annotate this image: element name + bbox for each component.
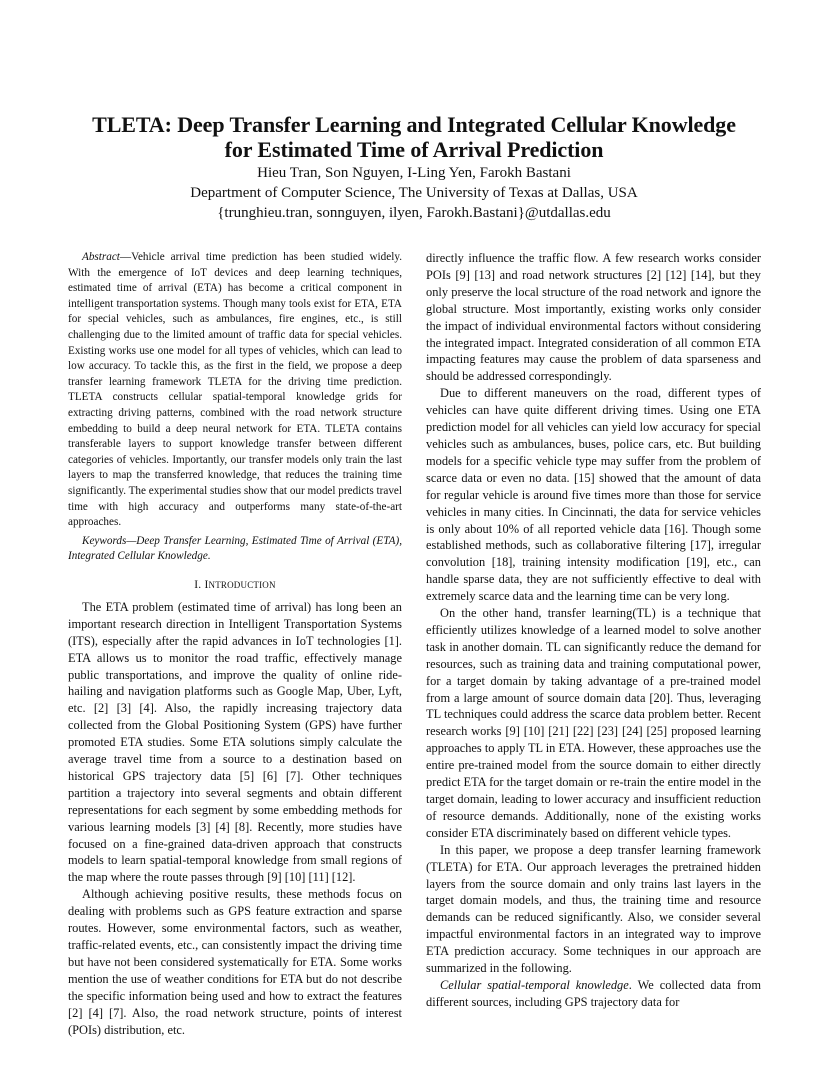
right-column	[426, 250, 761, 1011]
paragraph: Although achieving positive results, these methods focus on dealing with problems such as GPS feature extraction and sparse routes. However, some environmental factors, such as weather, traffic-related events, etc., can consistently impact the driving time but have not been considered systematically for ETA. Some works mention the use of weather conditions for ETA but do not describe the specific information being used and how to extract the features [2] [4] [7]. Also, the road network structure, points of interest (POIs) distribution, etc.	[68, 887, 402, 1037]
section-number: I.	[194, 578, 202, 591]
title-line-1: TLETA: Deep Transfer Learning and Integrated Cellular Knowledge	[92, 112, 736, 137]
abstract	[68, 250, 402, 531]
author-block	[0, 163, 828, 223]
paragraph: On the other hand, transfer learning(TL) is a technique that efficiently utilizes knowledge of a learned model to solve another task in another domain. TL can significantly reduce the demand for resources, such as training data and training computational power, for a target domain by taking advantage of a pre-trained model from a large amount of source domain data [20]. Thus, leveraging TL techniques could address the scarce data problem better. Recent research works [9] [10] [21] [22] [23] [24] [25] proposed learning approaches to apply TL in ETA. However, these approaches use the entire pre-trained model from the source domain to either directly predict ETA for the target domain or re-train the entire model in the target domain, leading to lower accuracy and insufficient reduction of resource demands. Additionally, none of the existing works consider ETA discriminately based on different vehicle types.	[426, 606, 762, 840]
paragraph: The ETA problem (estimated time of arrival) has long been an important research direction in Intelligent Transportation Systems (ITS), especially after the rapid advances in IoT technologies [1]. ETA allows us to monitor the road traffic, effectively manage public transportations, and improve the quality of online ride-hailing and navigation platforms such as Google Map, Uber, Lyft, etc. [2] [3] [4]. Also, the rapidly increasing trajectory data collected from the Global Positioning System (GPS) have further promoted ETA studies. Some ETA solutions simply calculate the average travel time from a source to a destination based on historical GPS trajectory data [5] [6] [7]. Other techniques partition a trajectory into several segments and obtain different representations for each segment by some embedding methods for various learning models [3] [4] [8]. Recently, more studies have focused on a fine-grained data-driven approach that constructs models to learn spatial-temporal knowledge from small regions of the map where the route passes through [9] [10] [11] [12].	[68, 599, 402, 885]
section-title-rest: NTRODUCTION	[208, 579, 276, 590]
author-names: Hieu Tran, Son Nguyen, I-Ling Yen, Farokh Bastani	[257, 165, 571, 181]
paragraph-cellular-knowledge	[426, 977, 761, 1011]
paragraph: directly influence the traffic flow. A few research works consider POIs [9] [13] and road network structures [2] [12] [14], but they only preserve the local structure of the road network and ignore the global structure. Most importantly, existing works only consider the impact of individual environmental factors without considering the integrated impact. Integrated consideration of all common ETA impacting features may cause the problem of data sparseness and should be addressed correspondingly.	[426, 251, 761, 384]
section-first-letter: I	[204, 578, 209, 591]
title-line-2: for Estimated Time of Arrival Prediction	[224, 137, 604, 162]
affiliation: Department of Computer Science, The University of Texas at Dallas, USA	[190, 185, 638, 201]
left-column	[68, 250, 402, 1038]
paragraph: Due to different maneuvers on the road, different types of vehicles can have quite different driving times. Using one ETA prediction model for all vehicles can yield low accuracy for special vehicles such as ambulances, buses, police cars, etc. But building models for a specific vehicle type may suffer from the problem of scarce data or even no data. [15] showed that the amount of data for regular vehicle is around five times more than those for service vehicles in many cities. In Cincinnati, the data for service vehicles is only about 10% of all reported vehicle data [16]. Though some established methods, such as collaborative filtering [17], irregular convolution [18], training intensity modification [19], etc., can handle sparse data, they are not sufficiently effective to deal with extremely scarce data and the learning time can be very long.	[426, 386, 761, 604]
author-emails: {trunghieu.tran, sonnguyen, ilyen, Farokh.Bastani}@utdallas.edu	[217, 205, 611, 221]
abstract-label: Abstract	[82, 251, 120, 263]
paragraph-text: . We collected data from different sources, including GPS trajectory data for	[426, 977, 762, 1009]
keywords: Keywords—Deep Transfer Learning, Estimated Time of Arrival (ETA), Integrated Cellular Knowledge.	[68, 534, 402, 563]
paragraph-lead: Cellular spatial-temporal knowledge	[440, 977, 629, 992]
paper-title	[0, 112, 828, 162]
abstract-text: —Vehicle arrival time prediction has been studied widely. With the emergence of IoT devices and deep learning techniques, estimated time of arrival (ETA) has become a critical component in intelligent transportation systems. Though many tools exist for ETA, ETA for special vehicles, such as ambulances, fire engines, etc., is still challenging due to the limited amount of traffic data for special vehicles. Existing works use one model for all types of vehicles, which can lead to low accuracy. To tackle this, as the first in the field, we propose a deep transfer learning framework TLETA for the driving time prediction. TLETA constructs cellular spatial-temporal knowledge grids for extracting driving patterns, combined with the road network structure embedding to build a deep neural network for ETA. TLETA contains transferable layers to support knowledge transfer between different categories of vehicles. Importantly, our transfer models only train the last layers to map the transferred knowledge, that reduces the training time significantly. The experimental studies show that our model predicts travel time with high accuracy and outperforms many state-of-the-art approaches.	[68, 251, 402, 529]
paragraph: In this paper, we propose a deep transfer learning framework (TLETA) for ETA. Our approach leverages the pretrained hidden layers from the source domain and only trains last layers in the target domain models, and thus, the training time and resource demands can be reduced significantly. Also, we consider several impactful environmental factors in an integrated way to improve ETA prediction accuracy. Some techniques in our approach are summarized in the following.	[426, 842, 761, 976]
section-heading-introduction	[68, 577, 402, 593]
